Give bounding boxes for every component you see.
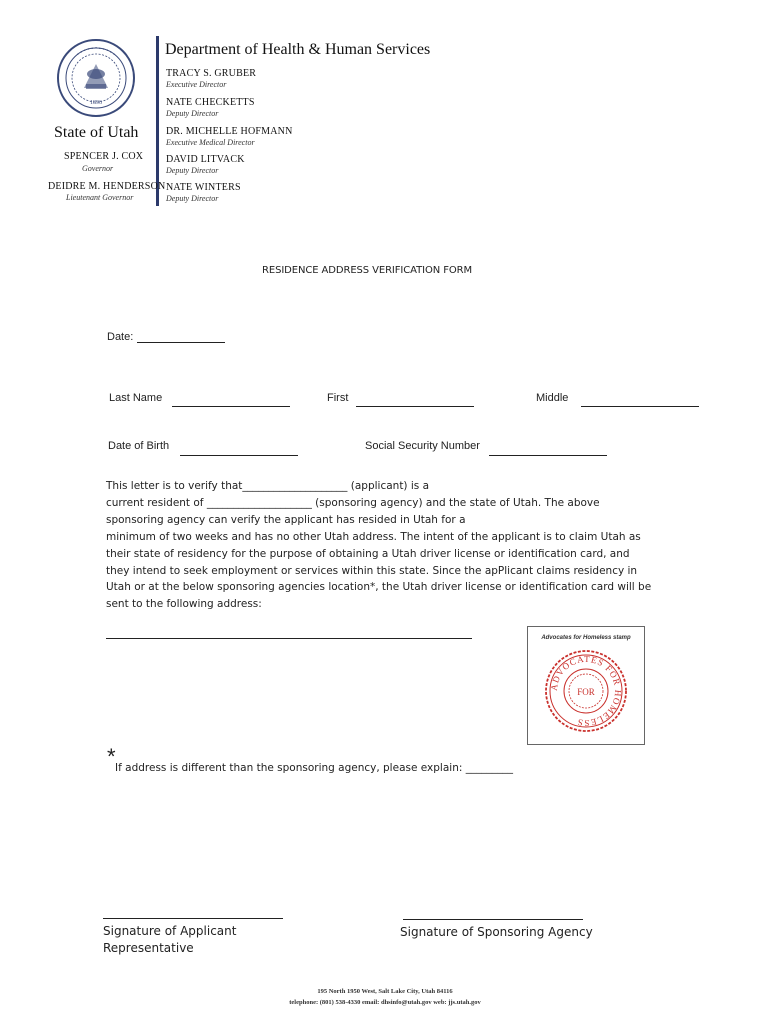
asterisk-mark: * bbox=[107, 744, 116, 769]
address-field[interactable] bbox=[106, 638, 472, 639]
governor-name: SPENCER J. COX bbox=[64, 151, 144, 162]
applicant-signature-label-2: Representative bbox=[103, 941, 194, 955]
svg-text:• • • • • • • • • • •: • • • • • • • • • • • bbox=[75, 46, 117, 58]
footer-contact: telephone: (801) 538-4330 email: dhsinfo@utah.gov web: jjs.utah.gov bbox=[289, 999, 481, 1006]
stamp-ring-text: ADVOCATES FOR HOMELESS bbox=[548, 653, 624, 729]
middle-name-label: Middle bbox=[536, 392, 569, 404]
last-name-label: Last Name bbox=[109, 392, 163, 404]
dob-label: Date of Birth bbox=[108, 440, 170, 452]
form-title: RESIDENCE ADDRESS VERIFICATION FORM bbox=[262, 265, 473, 276]
ssn-label: Social Security Number bbox=[365, 440, 480, 452]
governor-role: Governor bbox=[82, 164, 114, 173]
stamp-caption: Advocates for Homeless stamp bbox=[541, 635, 631, 641]
last-name-field[interactable] bbox=[172, 406, 290, 407]
agency-signature-line[interactable] bbox=[403, 919, 583, 920]
paragraph-line-2: current resident of ____________________ (sponsoring agency) and the state of Utah. The above bbox=[106, 496, 600, 509]
applicant-signature-line[interactable] bbox=[103, 918, 283, 919]
paragraph-line-8: sent to the following address: bbox=[106, 598, 262, 611]
stamp-center-text: FOR bbox=[577, 687, 595, 697]
applicant-signature-label-1: Signature of Applicant bbox=[103, 924, 237, 938]
department-name: Department of Health & Human Services bbox=[165, 41, 431, 58]
official-3-name: DR. MICHELLE HOFMANN bbox=[166, 126, 293, 137]
official-4-name: DAVID LITVACK bbox=[166, 154, 245, 165]
date-field[interactable] bbox=[137, 342, 225, 343]
ssn-field[interactable] bbox=[489, 455, 607, 456]
advocates-stamp-seal bbox=[544, 649, 628, 733]
state-name: State of Utah bbox=[54, 124, 139, 141]
first-name-label: First bbox=[327, 392, 349, 404]
seal-year: 1896 bbox=[90, 100, 102, 106]
paragraph-line-1: This letter is to verify that____________________ (applicant) is a bbox=[106, 480, 430, 492]
lieutenant-governor-role: Lieutenant Governor bbox=[66, 193, 134, 202]
paragraph-line-6: they intend to seek employment or services within this state. Since the apPlicant claims residency in bbox=[106, 564, 638, 577]
paragraph-line-4: minimum of two weeks and has no other Utah address. The intent of the applicant is to claim Utah as bbox=[106, 530, 641, 543]
first-name-field[interactable] bbox=[356, 406, 474, 407]
official-1-name: TRACY S. GRUBER bbox=[166, 68, 257, 79]
paragraph-line-3: sponsoring agency can verify the applicant has resided in Utah for a bbox=[106, 513, 466, 526]
stamp-box bbox=[527, 626, 645, 745]
official-5-role: Deputy Director bbox=[166, 194, 219, 203]
state-seal-logo bbox=[56, 38, 136, 118]
verification-paragraph bbox=[106, 478, 666, 613]
middle-name-field[interactable] bbox=[581, 406, 699, 407]
official-3-role: Executive Medical Director bbox=[166, 138, 255, 147]
date-label: Date: bbox=[107, 331, 134, 343]
official-4-role: Deputy Director bbox=[166, 166, 219, 175]
lieutenant-governor-name: DEIDRE M. HENDERSON bbox=[48, 181, 166, 192]
official-2-role: Deputy Director bbox=[166, 109, 219, 118]
different-address-text: If address is different than the sponsoring agency, please explain: _________ bbox=[115, 762, 513, 774]
official-5-name: NATE WINTERS bbox=[166, 182, 241, 193]
paragraph-line-5: their state of residency for the purpose of obtaining a Utah driver license or identification card, and bbox=[106, 547, 630, 560]
official-2-name: NATE CHECKETTS bbox=[166, 97, 255, 108]
official-1-role: Executive Director bbox=[166, 80, 227, 89]
footer-address: 195 North 1950 West, Salt Lake City, Utah 84116 bbox=[317, 988, 453, 995]
dob-field[interactable] bbox=[180, 455, 298, 456]
agency-signature-label: Signature of Sponsoring Agency bbox=[400, 925, 593, 939]
paragraph-line-7: Utah or at the below sponsoring agencies location*, the Utah driver license or identification card will be bbox=[106, 581, 652, 594]
